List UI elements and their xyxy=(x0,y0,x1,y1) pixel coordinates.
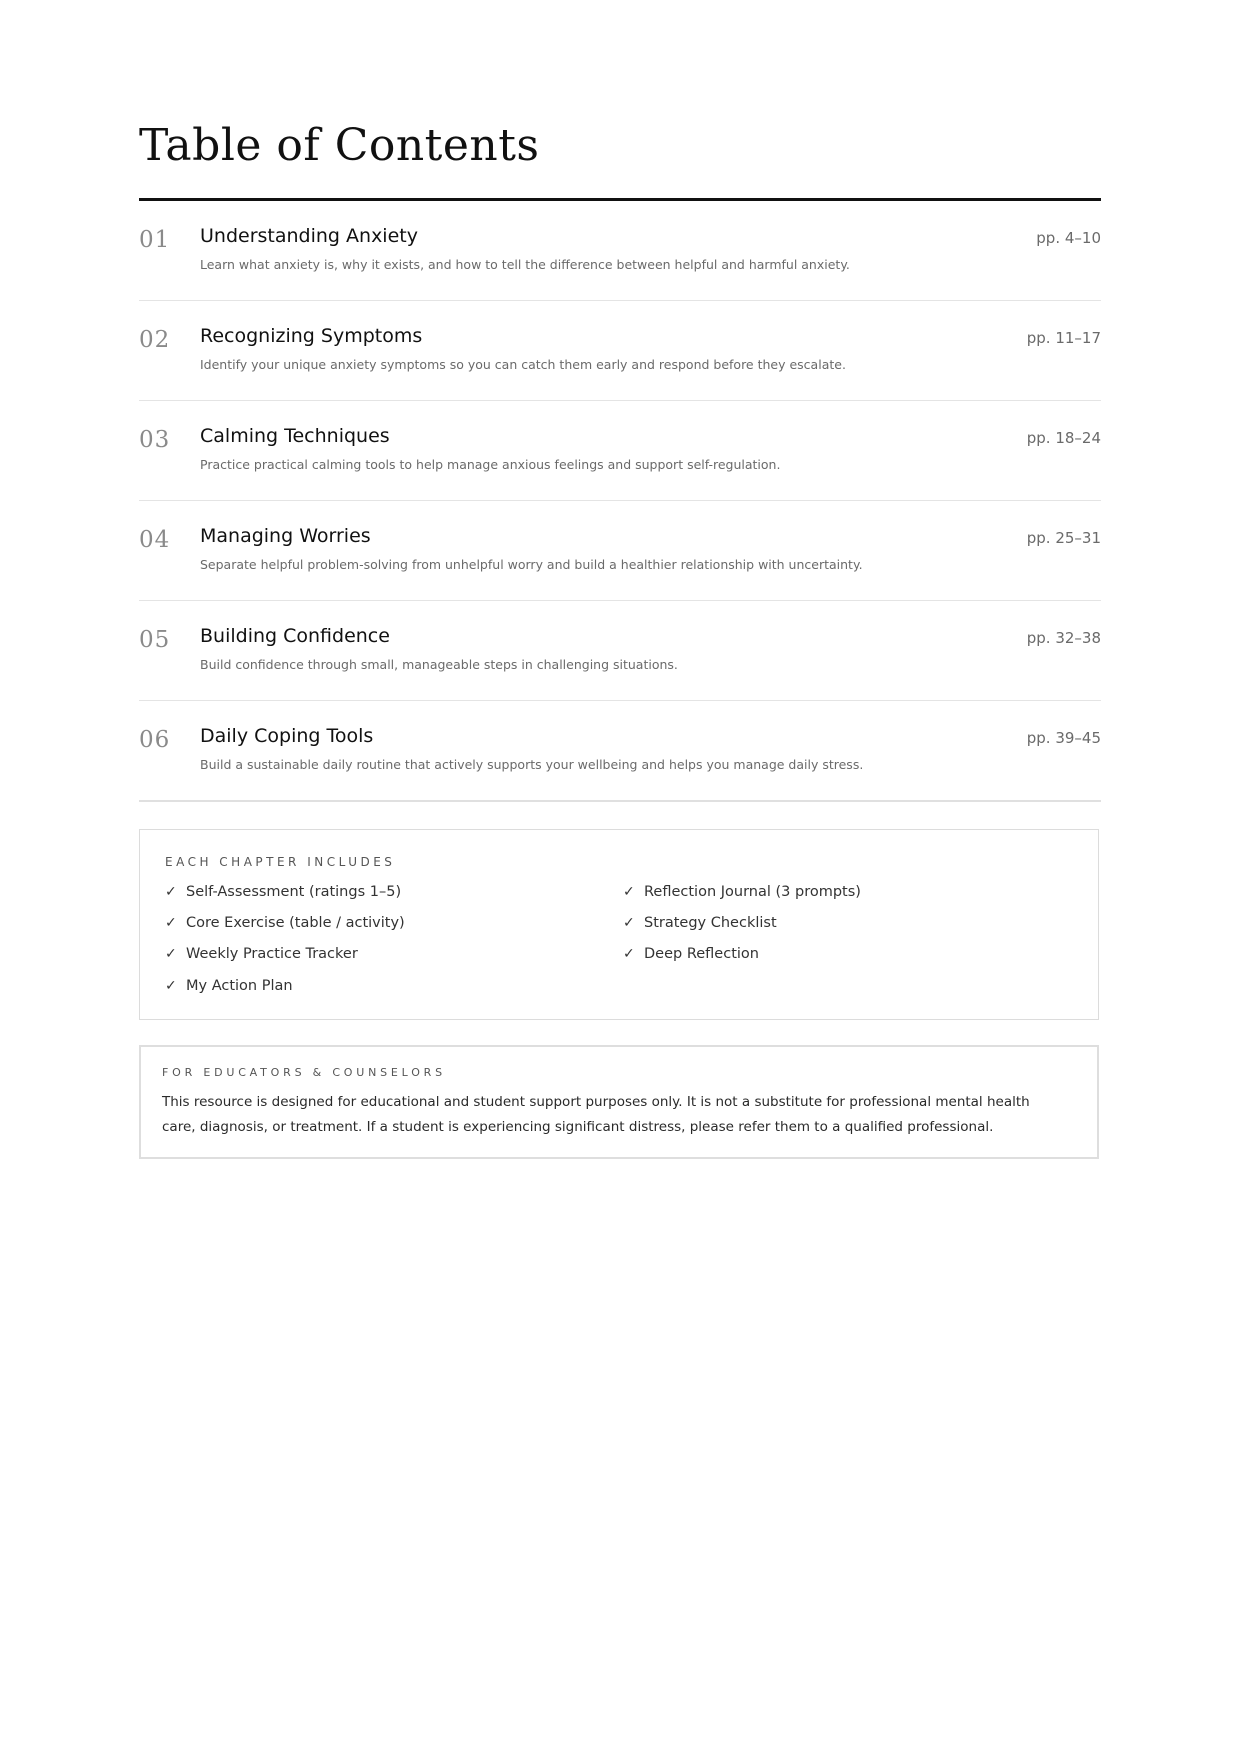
include-label: Weekly Practice Tracker xyxy=(186,946,358,962)
chapter-row[interactable] xyxy=(139,501,1101,601)
chapter-description: Build confidence through small, manageable steps in challenging situations. xyxy=(200,657,678,672)
chapter-description: Learn what anxiety is, why it exists, and how to tell the difference between helpful and harmful anxiety. xyxy=(200,257,850,272)
chapter-row[interactable] xyxy=(139,601,1101,701)
check-icon: ✓ xyxy=(623,946,635,962)
chapter-title[interactable]: Recognizing Symptoms xyxy=(200,325,423,347)
check-icon: ✓ xyxy=(623,884,635,900)
check-icon: ✓ xyxy=(165,915,177,931)
check-icon: ✓ xyxy=(165,978,177,994)
educators-note-text: This resource is designed for educational and student support purposes only. It is not a substitute for professional mental health care, diagnosis, or treatment. If a student is experiencing significant distress, please refer them to a qualified professional. xyxy=(162,1094,1030,1135)
chapter-includes-box xyxy=(139,829,1099,1020)
chapter-description: Identify your unique anxiety symptoms so you can catch them early and respond before they escalate. xyxy=(200,357,846,372)
list-item xyxy=(165,915,405,931)
includes-heading: EACH CHAPTER INCLUDES xyxy=(165,855,396,869)
include-label: Deep Reflection xyxy=(644,946,759,962)
list-item xyxy=(165,978,293,994)
chapter-title[interactable]: Managing Worries xyxy=(200,525,371,547)
chapter-title[interactable]: Understanding Anxiety xyxy=(200,225,418,247)
chapter-pages: pp. 25–31 xyxy=(1026,529,1101,547)
chapter-pages: pp. 18–24 xyxy=(1026,429,1101,447)
chapter-row[interactable] xyxy=(139,301,1101,401)
include-label: Core Exercise (table / activity) xyxy=(186,915,405,931)
include-label: Self-Assessment (ratings 1–5) xyxy=(186,884,402,900)
educators-note-box xyxy=(139,1045,1099,1159)
check-icon: ✓ xyxy=(623,915,635,931)
chapter-description: Separate helpful problem-solving from unhelpful worry and build a healthier relationship with uncertainty. xyxy=(200,557,863,572)
chapter-list xyxy=(139,201,1101,802)
page-title: Table of Contents xyxy=(139,120,540,171)
chapter-row[interactable] xyxy=(139,701,1101,802)
chapter-number: 06 xyxy=(139,727,171,753)
list-item xyxy=(623,915,777,931)
include-label: Reflection Journal (3 prompts) xyxy=(644,884,861,900)
chapter-title[interactable]: Calming Techniques xyxy=(200,425,390,447)
chapter-title[interactable]: Daily Coping Tools xyxy=(200,725,374,747)
chapter-row[interactable] xyxy=(139,201,1101,301)
list-item xyxy=(165,946,358,962)
chapter-number: 04 xyxy=(139,527,171,553)
chapter-number: 02 xyxy=(139,327,171,353)
check-icon: ✓ xyxy=(165,946,177,962)
chapter-pages: pp. 32–38 xyxy=(1026,629,1101,647)
check-icon: ✓ xyxy=(165,884,177,900)
list-item xyxy=(623,884,861,900)
include-label: My Action Plan xyxy=(186,978,293,994)
chapter-row[interactable] xyxy=(139,401,1101,501)
chapter-number: 01 xyxy=(139,227,171,253)
chapter-pages: pp. 4–10 xyxy=(1036,229,1101,247)
chapter-pages: pp. 39–45 xyxy=(1026,729,1101,747)
chapter-title[interactable]: Building Confidence xyxy=(200,625,390,647)
list-item xyxy=(623,946,759,962)
chapter-pages: pp. 11–17 xyxy=(1026,329,1101,347)
educators-heading: FOR EDUCATORS & COUNSELORS xyxy=(162,1066,446,1079)
include-label: Strategy Checklist xyxy=(644,915,777,931)
chapter-number: 05 xyxy=(139,627,171,653)
chapter-number: 03 xyxy=(139,427,171,453)
list-item xyxy=(165,884,401,900)
chapter-description: Practice practical calming tools to help manage anxious feelings and support self-regulation. xyxy=(200,457,781,472)
chapter-description: Build a sustainable daily routine that actively supports your wellbeing and helps you manage daily stress. xyxy=(200,757,864,772)
